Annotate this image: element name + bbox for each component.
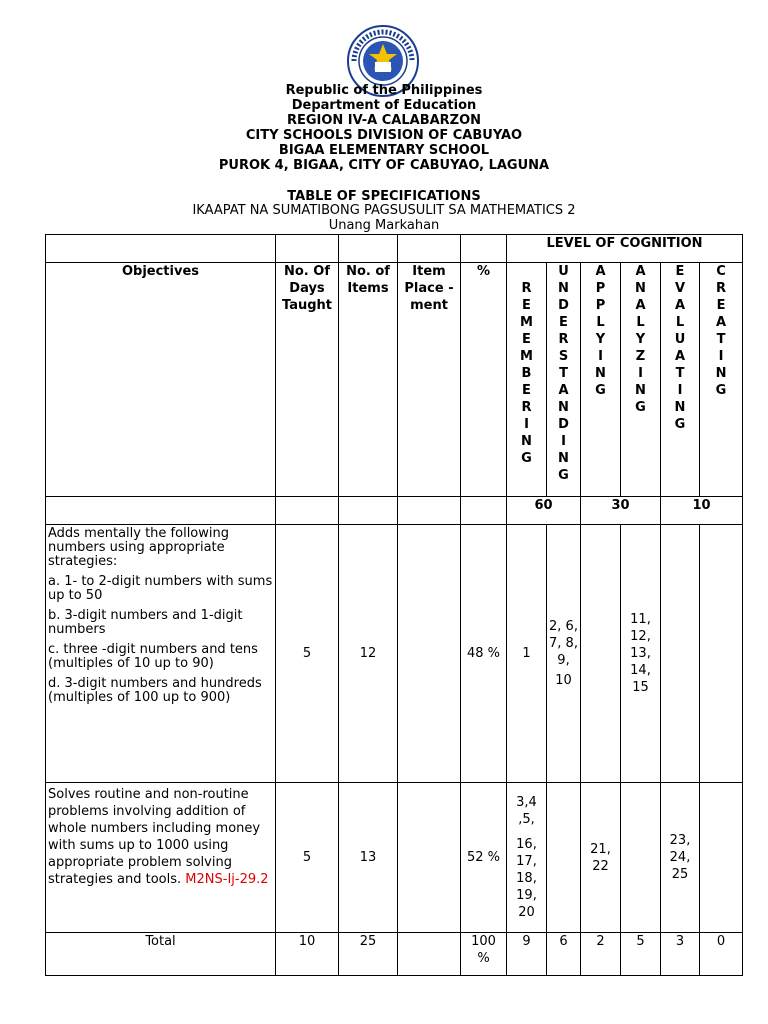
total-analyzing: 5 bbox=[621, 933, 661, 976]
header-department: Department of Education bbox=[291, 98, 477, 113]
analyzing-header bbox=[621, 263, 661, 497]
row2-creating bbox=[700, 783, 743, 933]
row2-applying: 21, 22 bbox=[581, 783, 621, 933]
row2-understanding bbox=[547, 783, 581, 933]
analyzing-label: A N A L Y Z I N G bbox=[635, 264, 646, 415]
creating-label: C R E A T I N G bbox=[715, 264, 727, 398]
objective-1-a: a. 1- to 2-digit numbers with sums up to 50 bbox=[48, 574, 273, 603]
row1-analyzing: 11, 12, 13, 14, 15 bbox=[621, 525, 661, 783]
objective-1 bbox=[46, 525, 276, 783]
no-of-items-header: No. of Items bbox=[339, 263, 398, 497]
table-row bbox=[46, 497, 743, 525]
total-items: 25 bbox=[339, 933, 398, 976]
days-taught-header: No. Of Days Taught bbox=[276, 263, 339, 497]
remembering-label: R E M E M B E R I N G bbox=[520, 281, 533, 466]
total-creating: 0 bbox=[700, 933, 743, 976]
row1-understanding-items: 2, 6, 7, 8, 9, bbox=[549, 619, 578, 668]
document-title: TABLE OF SPECIFICATIONS bbox=[287, 189, 481, 204]
objective-1-d: d. 3-digit numbers and hundreds (multiples of 100 up to 900) bbox=[48, 676, 262, 705]
total-days: 10 bbox=[276, 933, 339, 976]
row2-days: 5 bbox=[276, 783, 339, 933]
table-row bbox=[46, 783, 743, 933]
row1-items: 12 bbox=[339, 525, 398, 783]
row1-days: 5 bbox=[276, 525, 339, 783]
header-address: PUROK 4, BIGAA, CITY OF CABUYAO, LAGUNA bbox=[218, 158, 550, 173]
applying-header bbox=[581, 263, 621, 497]
row2-placement bbox=[398, 783, 461, 933]
table-row bbox=[46, 933, 743, 976]
item-placement-header: Item Place - ment bbox=[398, 263, 461, 497]
row1-placement bbox=[398, 525, 461, 783]
weight-higher: 10 bbox=[661, 497, 743, 525]
total-evaluating: 3 bbox=[661, 933, 700, 976]
percent-header: % bbox=[461, 263, 507, 497]
remembering-header bbox=[507, 263, 547, 497]
objective-1-c: c. three -digit numbers and tens (multiples of 10 up to 90) bbox=[48, 642, 258, 671]
understanding-label: U N D E R S T A N D I N G bbox=[558, 264, 569, 483]
total-placement bbox=[398, 933, 461, 976]
row2-analyzing bbox=[621, 783, 661, 933]
objective-2-code: M2NS-Ij-29.2 bbox=[185, 872, 269, 887]
row2-evaluating: 23, 24, 25 bbox=[661, 783, 700, 933]
table-row bbox=[46, 263, 743, 497]
row2-items: 13 bbox=[339, 783, 398, 933]
applying-label: A P P L Y I N G bbox=[595, 264, 606, 398]
evaluating-header bbox=[661, 263, 700, 497]
total-remembering: 9 bbox=[507, 933, 547, 976]
total-applying: 2 bbox=[581, 933, 621, 976]
header-region: REGION IV-A CALABARZON bbox=[286, 113, 482, 128]
document-quarter: Unang Markahan bbox=[328, 218, 440, 233]
row1-percent: 48 % bbox=[461, 525, 507, 783]
row1-applying bbox=[581, 525, 621, 783]
row2-percent: 52 % bbox=[461, 783, 507, 933]
objective-1-b: b. 3-digit numbers and 1-digit numbers bbox=[48, 608, 243, 637]
total-label: Total bbox=[46, 933, 276, 976]
row1-remembering: 1 bbox=[507, 525, 547, 783]
total-percent: 100 % bbox=[461, 933, 507, 976]
row1-understanding bbox=[547, 525, 581, 783]
row1-evaluating bbox=[661, 525, 700, 783]
row2-remembering bbox=[507, 783, 547, 933]
specifications-table bbox=[45, 234, 743, 976]
objectives-header: Objectives bbox=[46, 263, 276, 497]
table-row bbox=[46, 235, 743, 263]
evaluating-label: E V A L U A T I N G bbox=[674, 264, 686, 432]
row2-remembering-items-a: 3,4 ,5, bbox=[516, 795, 537, 827]
row2-remembering-items-b: 16, 17, 18, 19, 20 bbox=[516, 837, 537, 920]
table-row bbox=[46, 525, 743, 783]
weight-middle: 30 bbox=[581, 497, 661, 525]
row1-creating bbox=[700, 525, 743, 783]
header-republic: Republic of the Philippines bbox=[285, 83, 483, 98]
weight-lower: 60 bbox=[507, 497, 581, 525]
header-division: CITY SCHOOLS DIVISION OF CABUYAO bbox=[245, 128, 523, 143]
understanding-header bbox=[547, 263, 581, 497]
objective-2 bbox=[46, 783, 276, 933]
total-understanding: 6 bbox=[547, 933, 581, 976]
creating-header bbox=[700, 263, 743, 497]
header-school: BIGAA ELEMENTARY SCHOOL bbox=[278, 143, 490, 158]
row1-understanding-item-10: 10 bbox=[555, 673, 572, 688]
objective-2-text: Solves routine and non-routine problems involving addition of whole numbers including money with sums up to 1000 using appropriate problem solving strategies and tools. bbox=[48, 787, 261, 887]
document-subtitle: IKAAPAT NA SUMATIBONG PAGSUSULIT SA MATHEMATICS 2 bbox=[192, 203, 576, 218]
level-of-cognition-header: LEVEL OF COGNITION bbox=[507, 235, 743, 263]
objective-1-intro: Adds mentally the following numbers using appropriate strategies: bbox=[48, 526, 229, 569]
